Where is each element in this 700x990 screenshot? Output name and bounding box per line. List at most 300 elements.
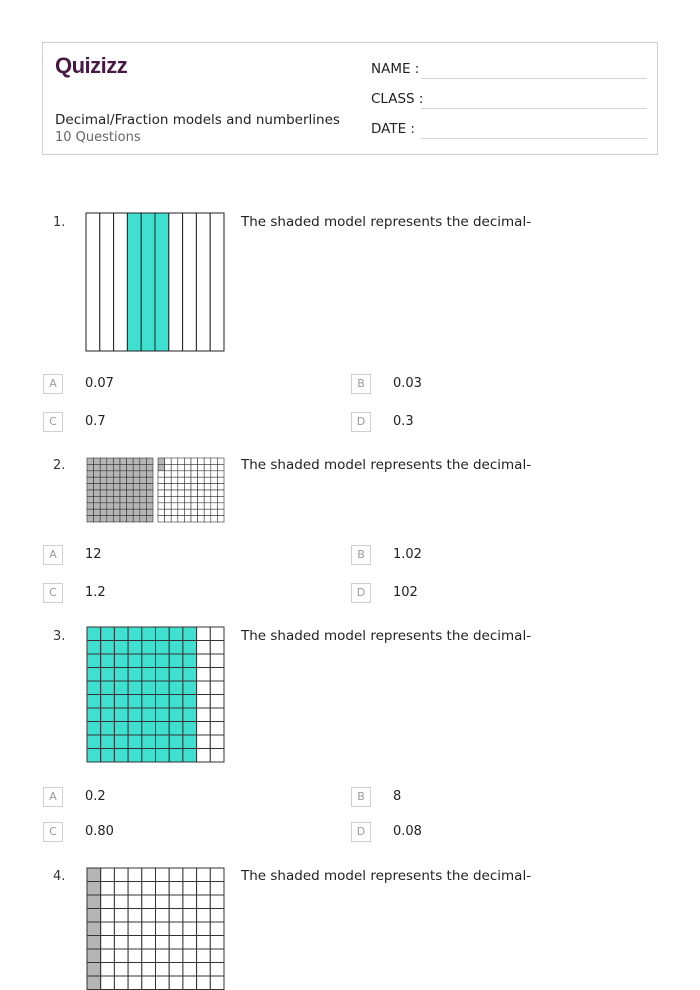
shaded-cell (114, 654, 128, 668)
grid-cell (211, 490, 218, 496)
shaded-cell (87, 654, 101, 668)
grid-cell (184, 471, 191, 477)
grid-cell (165, 509, 172, 515)
question-text: The shaded model represents the decimal- (241, 214, 532, 230)
shaded-strip (155, 213, 169, 351)
grid-cell (158, 477, 165, 483)
shaded-cell (101, 668, 115, 682)
shaded-cell (142, 749, 156, 763)
grid-cell (142, 949, 156, 963)
shaded-cell (120, 496, 127, 502)
hundred-grid-model (86, 867, 225, 990)
option-value[interactable]: 1.2 (85, 585, 106, 600)
grid-cell (158, 509, 165, 515)
shaded-cell (87, 909, 101, 923)
shaded-cell (101, 708, 115, 722)
shaded-cell (133, 496, 140, 502)
grid-cell (210, 949, 224, 963)
grid-cell (191, 484, 198, 490)
grid-cell (197, 708, 211, 722)
shaded-cell (169, 722, 183, 736)
option-value[interactable]: 0.7 (85, 414, 106, 429)
shaded-cell (120, 516, 127, 522)
shaded-cell (158, 458, 165, 464)
shaded-cell (87, 976, 101, 990)
grid-cell (178, 464, 185, 470)
shaded-cell (100, 496, 107, 502)
grid-cell (197, 722, 211, 736)
option-letter[interactable]: D (351, 583, 371, 603)
shaded-cell (107, 490, 114, 496)
worksheet-header (42, 42, 658, 155)
shaded-cell (169, 749, 183, 763)
grid-cell (158, 503, 165, 509)
shaded-cell (128, 681, 142, 695)
grid-cell (198, 464, 205, 470)
question-text: The shaded model represents the decimal- (241, 628, 532, 644)
shaded-cell (169, 641, 183, 655)
shaded-cell (107, 496, 114, 502)
grid-cell (210, 749, 224, 763)
grid-cell (171, 503, 178, 509)
grid-cell (197, 936, 211, 950)
shaded-cell (169, 735, 183, 749)
grid-cell (217, 471, 224, 477)
grid-cell (211, 503, 218, 509)
grid-cell (156, 909, 170, 923)
grid-cell (197, 949, 211, 963)
grid-cell (211, 458, 218, 464)
grid-cell (204, 509, 211, 515)
shaded-cell (114, 668, 128, 682)
shaded-cell (87, 681, 101, 695)
shaded-cell (127, 516, 134, 522)
option-letter[interactable]: C (43, 412, 63, 432)
shaded-cell (133, 490, 140, 496)
shaded-cell (101, 749, 115, 763)
shaded-cell (87, 708, 101, 722)
hundred-grid-model (86, 457, 154, 523)
shaded-cell (87, 516, 94, 522)
shaded-cell (146, 458, 153, 464)
grid-cell (142, 963, 156, 977)
question-count: 10 Questions (55, 130, 141, 145)
grid-cell (191, 516, 198, 522)
shaded-cell (183, 722, 197, 736)
option-value[interactable]: 102 (393, 585, 418, 600)
shaded-cell (114, 695, 128, 709)
grid-cell (128, 882, 142, 896)
shaded-cell (133, 464, 140, 470)
shaded-cell (107, 509, 114, 515)
shaded-cell (120, 458, 127, 464)
shaded-cell (87, 882, 101, 896)
option-value[interactable]: 8 (393, 789, 402, 804)
option-letter[interactable]: B (351, 787, 371, 807)
shaded-cell (87, 464, 94, 470)
shaded-strip (141, 213, 155, 351)
date-field[interactable] (371, 121, 415, 137)
grid-cell (197, 909, 211, 923)
shaded-cell (140, 477, 147, 483)
shaded-cell (100, 471, 107, 477)
shaded-cell (183, 654, 197, 668)
shaded-cell (142, 668, 156, 682)
grid-cell (191, 509, 198, 515)
option-value[interactable]: 0.03 (393, 376, 422, 391)
grid-cell (197, 627, 211, 641)
question-text: The shaded model represents the decimal- (241, 457, 532, 473)
grid-cell (210, 668, 224, 682)
hundred-grid-model (157, 457, 225, 523)
shaded-cell (183, 681, 197, 695)
grid-cell (183, 963, 197, 977)
grid-cell (217, 509, 224, 515)
grid-cell (210, 922, 224, 936)
question-text: The shaded model represents the decimal- (241, 868, 532, 884)
shaded-cell (128, 641, 142, 655)
grid-cell (156, 922, 170, 936)
shaded-cell (100, 503, 107, 509)
grid-cell (178, 509, 185, 515)
shaded-cell (183, 641, 197, 655)
question-number: 4. (53, 869, 66, 884)
grid-cell (204, 490, 211, 496)
shaded-cell (120, 490, 127, 496)
grid-cell (191, 490, 198, 496)
grid-cell (128, 922, 142, 936)
grid-cell (191, 496, 198, 502)
shaded-cell (140, 509, 147, 515)
shaded-cell (87, 722, 101, 736)
grid-cell (198, 484, 205, 490)
shaded-cell (146, 496, 153, 502)
grid-cell (197, 654, 211, 668)
grid-cell (211, 509, 218, 515)
grid-cell (184, 496, 191, 502)
option-value[interactable]: 0.2 (85, 789, 106, 804)
shaded-cell (156, 749, 170, 763)
shaded-cell (133, 484, 140, 490)
shaded-cell (114, 641, 128, 655)
shaded-cell (120, 471, 127, 477)
strip (210, 213, 224, 351)
grid-cell (165, 490, 172, 496)
grid-cell (101, 868, 115, 882)
shaded-cell (156, 681, 170, 695)
question-number: 2. (53, 458, 66, 473)
grid-cell (211, 496, 218, 502)
shaded-cell (133, 509, 140, 515)
grid-cell (217, 484, 224, 490)
shaded-cell (94, 471, 101, 477)
grid-cell (184, 464, 191, 470)
grid-cell (114, 976, 128, 990)
grid-cell (156, 963, 170, 977)
shaded-cell (133, 477, 140, 483)
shaded-cell (128, 695, 142, 709)
grid-cell (204, 471, 211, 477)
grid-cell (210, 681, 224, 695)
shaded-cell (101, 681, 115, 695)
grid-cell (211, 464, 218, 470)
grid-cell (191, 477, 198, 483)
grid-cell (191, 471, 198, 477)
shaded-cell (127, 484, 134, 490)
grid-cell (101, 922, 115, 936)
grid-cell (169, 949, 183, 963)
option-value[interactable]: 0.08 (393, 824, 422, 839)
option-letter[interactable]: C (43, 822, 63, 842)
grid-cell (165, 477, 172, 483)
shaded-cell (140, 458, 147, 464)
grid-cell (210, 735, 224, 749)
grid-cell (204, 477, 211, 483)
grid-cell (184, 484, 191, 490)
option-letter[interactable]: A (43, 374, 63, 394)
shaded-cell (94, 509, 101, 515)
strip (169, 213, 183, 351)
shaded-cell (128, 722, 142, 736)
grid-cell (165, 471, 172, 477)
grid-cell (210, 695, 224, 709)
shaded-cell (113, 503, 120, 509)
grid-cell (183, 949, 197, 963)
shaded-cell (114, 722, 128, 736)
shaded-cell (146, 516, 153, 522)
grid-cell (197, 882, 211, 896)
shaded-cell (94, 458, 101, 464)
grid-cell (191, 458, 198, 464)
grid-cell (171, 458, 178, 464)
shaded-cell (94, 503, 101, 509)
shaded-cell (156, 641, 170, 655)
grid-cell (142, 922, 156, 936)
option-letter[interactable]: A (43, 787, 63, 807)
shaded-cell (127, 464, 134, 470)
shaded-cell (113, 484, 120, 490)
option-letter[interactable]: B (351, 545, 371, 565)
grid-cell (197, 895, 211, 909)
grid-cell (178, 503, 185, 509)
option-letter[interactable]: D (351, 822, 371, 842)
shaded-cell (146, 503, 153, 509)
grid-cell (183, 895, 197, 909)
grid-cell (178, 516, 185, 522)
class-field[interactable] (371, 91, 423, 107)
grid-cell (198, 477, 205, 483)
shaded-cell (156, 654, 170, 668)
shaded-cell (94, 484, 101, 490)
option-value[interactable]: 1.02 (393, 547, 422, 562)
grid-cell (169, 936, 183, 950)
grid-cell (158, 471, 165, 477)
grid-cell (197, 681, 211, 695)
shaded-cell (183, 668, 197, 682)
grid-cell (211, 477, 218, 483)
grid-cell (142, 936, 156, 950)
grid-cell (142, 976, 156, 990)
grid-cell (101, 936, 115, 950)
shaded-cell (169, 668, 183, 682)
option-value[interactable]: 0.3 (393, 414, 414, 429)
grid-cell (210, 708, 224, 722)
grid-cell (197, 868, 211, 882)
name-field[interactable] (371, 61, 419, 77)
grid-cell (217, 464, 224, 470)
strip (86, 213, 100, 351)
shaded-cell (142, 681, 156, 695)
shaded-cell (101, 722, 115, 736)
shaded-cell (87, 477, 94, 483)
option-letter[interactable]: D (351, 412, 371, 432)
shaded-cell (127, 458, 134, 464)
shaded-cell (94, 464, 101, 470)
shaded-cell (113, 490, 120, 496)
shaded-cell (100, 509, 107, 515)
decimal-strip-model (85, 212, 225, 352)
grid-cell (198, 496, 205, 502)
grid-cell (128, 936, 142, 950)
shaded-cell (87, 735, 101, 749)
grid-cell (114, 909, 128, 923)
grid-cell (197, 922, 211, 936)
shaded-cell (87, 490, 94, 496)
shaded-cell (87, 895, 101, 909)
question-number: 1. (53, 215, 66, 230)
shaded-cell (142, 641, 156, 655)
grid-cell (114, 882, 128, 896)
grid-cell (169, 976, 183, 990)
name-label: NAME : (371, 61, 420, 77)
grid-cell (204, 503, 211, 509)
grid-cell (178, 484, 185, 490)
grid-cell (171, 477, 178, 483)
grid-cell (169, 922, 183, 936)
grid-cell (171, 471, 178, 477)
grid-cell (198, 458, 205, 464)
grid-cell (171, 516, 178, 522)
shaded-cell (107, 464, 114, 470)
shaded-cell (140, 471, 147, 477)
shaded-cell (142, 627, 156, 641)
grid-cell (183, 882, 197, 896)
shaded-cell (169, 627, 183, 641)
shaded-cell (87, 936, 101, 950)
shaded-cell (94, 496, 101, 502)
shaded-cell (128, 749, 142, 763)
grid-cell (197, 749, 211, 763)
shaded-cell (113, 509, 120, 515)
grid-cell (204, 496, 211, 502)
grid-cell (197, 963, 211, 977)
shaded-cell (87, 922, 101, 936)
shaded-cell (100, 516, 107, 522)
shaded-cell (169, 654, 183, 668)
grid-cell (183, 868, 197, 882)
grid-cell (142, 882, 156, 896)
grid-cell (204, 516, 211, 522)
shaded-cell (127, 496, 134, 502)
shaded-cell (183, 708, 197, 722)
shaded-cell (142, 708, 156, 722)
shaded-cell (183, 627, 197, 641)
grid-cell (210, 654, 224, 668)
hundred-grid-model (86, 626, 225, 763)
grid-cell (114, 922, 128, 936)
grid-cell (114, 963, 128, 977)
grid-cell (158, 516, 165, 522)
grid-cell (165, 496, 172, 502)
grid-cell (198, 509, 205, 515)
shaded-cell (169, 708, 183, 722)
shaded-cell (87, 509, 94, 515)
grid-cell (156, 882, 170, 896)
grid-cell (197, 641, 211, 655)
grid-cell (169, 882, 183, 896)
grid-cell (128, 909, 142, 923)
grid-cell (158, 484, 165, 490)
shaded-cell (127, 509, 134, 515)
grid-cell (211, 471, 218, 477)
shaded-cell (87, 749, 101, 763)
shaded-cell (107, 484, 114, 490)
shaded-cell (100, 464, 107, 470)
grid-cell (156, 895, 170, 909)
class-line (421, 108, 647, 109)
grid-cell (156, 868, 170, 882)
shaded-cell (101, 654, 115, 668)
grid-cell (184, 477, 191, 483)
option-letter[interactable]: B (351, 374, 371, 394)
grid-cell (156, 936, 170, 950)
shaded-cell (133, 516, 140, 522)
shaded-cell (140, 490, 147, 496)
grid-cell (217, 496, 224, 502)
name-line (421, 78, 647, 79)
shaded-cell (113, 458, 120, 464)
grid-cell (184, 509, 191, 515)
shaded-cell (107, 503, 114, 509)
grid-cell (101, 909, 115, 923)
shaded-cell (183, 749, 197, 763)
strip (100, 213, 114, 351)
option-letter[interactable]: A (43, 545, 63, 565)
option-value[interactable]: 0.80 (85, 824, 114, 839)
shaded-cell (113, 516, 120, 522)
shaded-cell (127, 503, 134, 509)
grid-cell (184, 490, 191, 496)
shaded-cell (133, 458, 140, 464)
shaded-cell (107, 471, 114, 477)
option-letter[interactable]: C (43, 583, 63, 603)
shaded-cell (158, 464, 165, 470)
grid-cell (114, 868, 128, 882)
shaded-cell (100, 490, 107, 496)
strip (196, 213, 210, 351)
shaded-cell (87, 641, 101, 655)
shaded-cell (140, 484, 147, 490)
option-value[interactable]: 0.07 (85, 376, 114, 391)
shaded-cell (113, 496, 120, 502)
shaded-cell (169, 695, 183, 709)
grid-cell (198, 471, 205, 477)
option-value[interactable]: 12 (85, 547, 102, 562)
shaded-cell (127, 490, 134, 496)
grid-cell (217, 458, 224, 464)
grid-cell (156, 976, 170, 990)
grid-cell (211, 484, 218, 490)
